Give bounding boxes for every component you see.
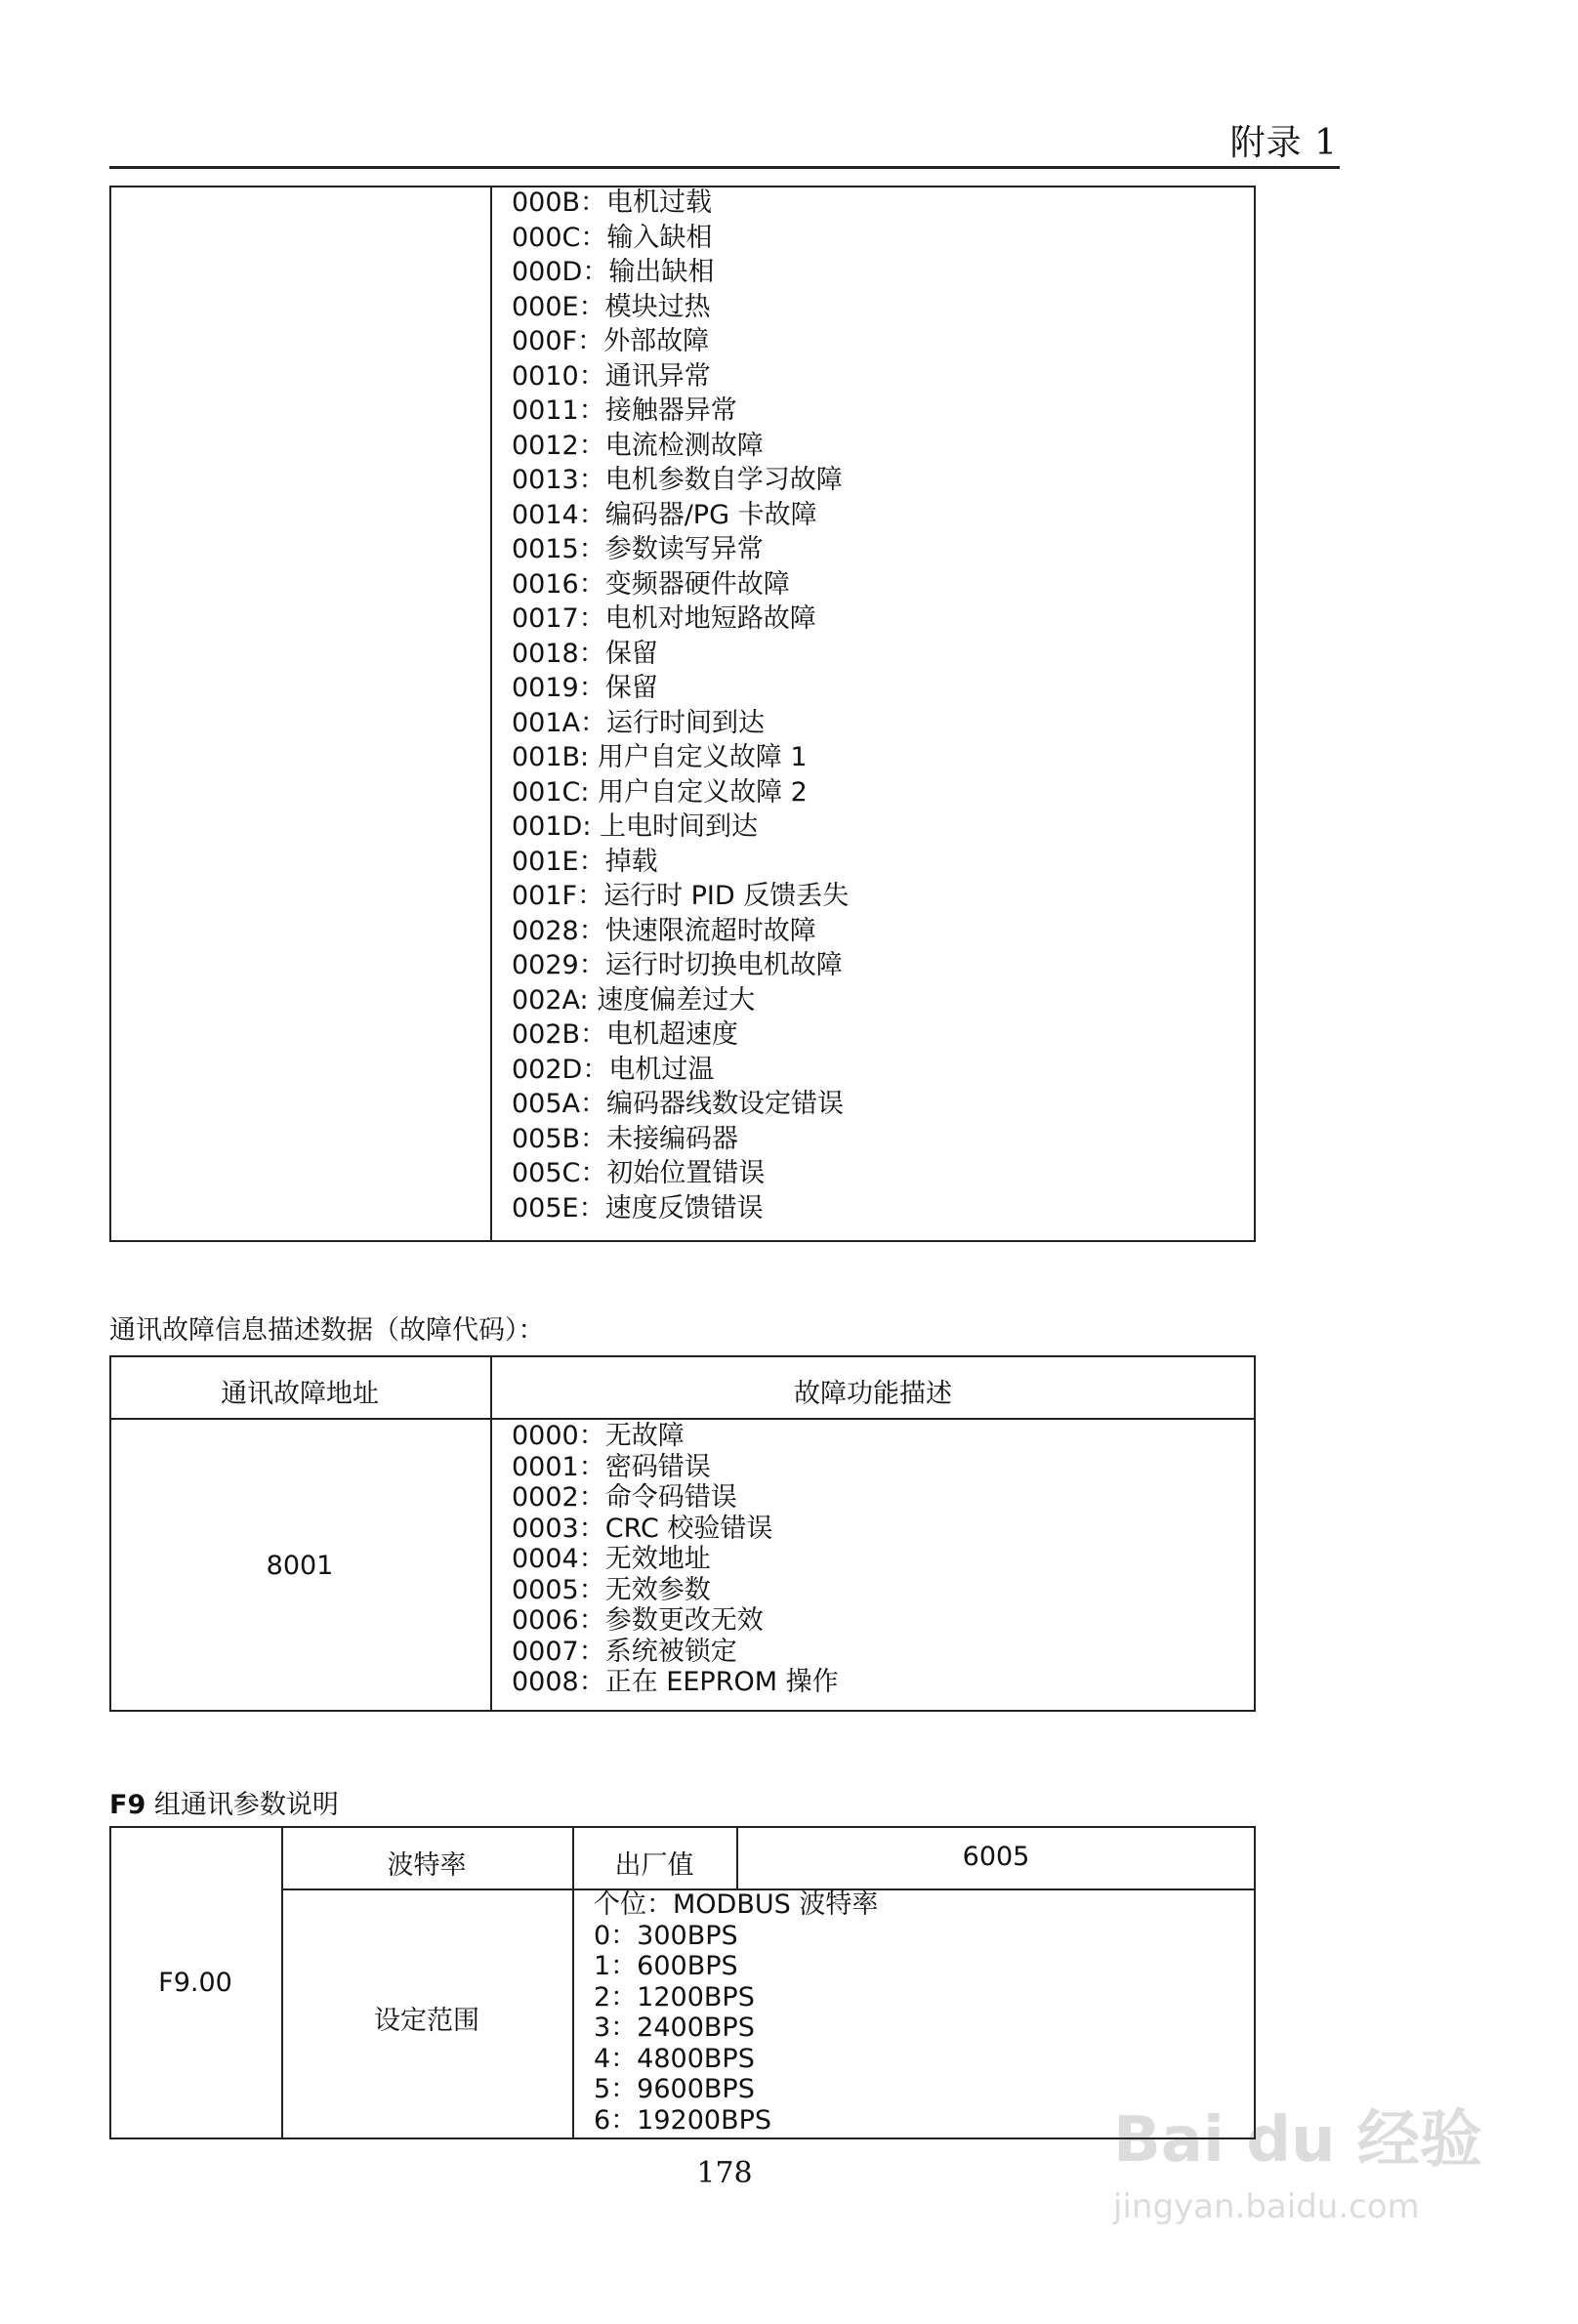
f9-caption: [109, 1783, 339, 1821]
page-number: 178: [696, 2156, 753, 2190]
list-item: 001B: 用户自定义故障 1: [512, 742, 808, 772]
list-item: 0014：编码器/PG 卡故障: [512, 499, 817, 530]
list-item: 0028：快速限流超时故障: [512, 915, 816, 946]
list-item: 2：1200BPS: [594, 1981, 755, 2013]
list-item: 0013：电机参数自学习故障: [512, 465, 843, 495]
f9-factory-value: 6005: [962, 1842, 1030, 1872]
comm-fault-table-header-rule: [109, 1418, 1256, 1420]
list-item: 0011：接触器异常: [512, 395, 737, 426]
watermark-main-text: Bai du 经验: [1113, 2104, 1482, 2177]
comm-fault-address: 8001: [266, 1551, 334, 1581]
list-item: 0010：通讯异常: [512, 360, 711, 392]
f9-param-name: 波特率: [387, 1850, 467, 1881]
f9-range-label: 设定范围: [374, 2006, 479, 2036]
header-rule: [109, 166, 1340, 169]
comm-fault-header-description: 故障功能描述: [794, 1379, 952, 1409]
list-item: 0015：参数读写异常: [512, 534, 764, 564]
list-item: 0006：参数更改无效: [512, 1605, 764, 1636]
list-item: 个位：MODBUS 波特率: [594, 1889, 879, 1920]
list-item: 0016：变频器硬件故障: [512, 568, 790, 600]
fault-code-table-divider: [490, 186, 492, 1242]
f9-caption-bold: F9: [109, 1790, 146, 1820]
list-item: 000E：模块过热: [512, 291, 711, 322]
baidu-watermark: [1094, 2060, 1482, 2246]
list-item: 0002：命令码错误: [512, 1482, 737, 1513]
list-item: 0008：正在 EEPROM 操作: [512, 1667, 839, 1697]
f9-factory-label: 出厂值: [614, 1850, 694, 1881]
list-item: 000C：输入缺相: [512, 222, 713, 253]
list-item: 0017：电机对地短路故障: [512, 603, 816, 634]
f9-caption-rest: 组通讯参数说明: [145, 1790, 339, 1820]
list-item: 005C：初始位置错误: [512, 1158, 766, 1188]
list-item: 000D：输出缺相: [512, 257, 715, 287]
list-item: 001A：运行时间到达: [512, 707, 766, 738]
f9-range-list: [594, 1889, 878, 2136]
list-item: 002B：电机超速度: [512, 1019, 739, 1050]
list-item: 005A：编码器线数设定错误: [512, 1089, 845, 1119]
list-item: 001E：掉载: [512, 846, 658, 877]
list-item: 6：19200BPS: [594, 2104, 772, 2136]
comm-fault-list: [512, 1421, 839, 1698]
list-item: 000F：外部故障: [512, 326, 710, 356]
list-item: 0029：运行时切换电机故障: [512, 950, 843, 980]
fault-code-list: [512, 186, 849, 1225]
list-item: 0019：保留: [512, 673, 658, 703]
list-item: 0000：无故障: [512, 1421, 685, 1451]
list-item: 1：600BPS: [594, 1951, 738, 1981]
list-item: 0007：系统被锁定: [512, 1636, 737, 1667]
list-item: 000B：电机过载: [512, 187, 713, 218]
list-item: 001F：运行时 PID 反馈丢失: [512, 881, 850, 911]
list-item: 005E：速度反馈错误: [512, 1192, 764, 1224]
list-item: 4：4800BPS: [594, 2043, 755, 2074]
list-item: 0001：密码错误: [512, 1451, 711, 1482]
list-item: 0018：保留: [512, 638, 658, 669]
list-item: 0：300BPS: [594, 1920, 738, 1951]
list-item: 002D：电机过温: [512, 1054, 715, 1085]
list-item: 0004：无效地址: [512, 1544, 711, 1574]
watermark-sub-text: jingyan.baidu.com: [1113, 2187, 1420, 2226]
list-item: 0003：CRC 校验错误: [512, 1513, 773, 1544]
list-item: 002A: 速度偏差过大: [512, 984, 756, 1016]
f9-param-code: F9.00: [158, 1968, 232, 1998]
list-item: 001C: 用户自定义故障 2: [512, 776, 808, 808]
list-item: 0005：无效参数: [512, 1574, 711, 1605]
list-item: 0012：电流检测故障: [512, 430, 764, 461]
comm-fault-header-address: 通讯故障地址: [221, 1379, 379, 1409]
page-header-title: 附录 1: [1229, 123, 1338, 163]
comm-fault-caption: 通讯故障信息描述数据（故障代码）：: [109, 1315, 545, 1346]
list-item: 3：2400BPS: [594, 2013, 755, 2043]
list-item: 005B：未接编码器: [512, 1123, 739, 1154]
list-item: 001D: 上电时间到达: [512, 811, 759, 842]
list-item: 5：9600BPS: [594, 2074, 755, 2104]
